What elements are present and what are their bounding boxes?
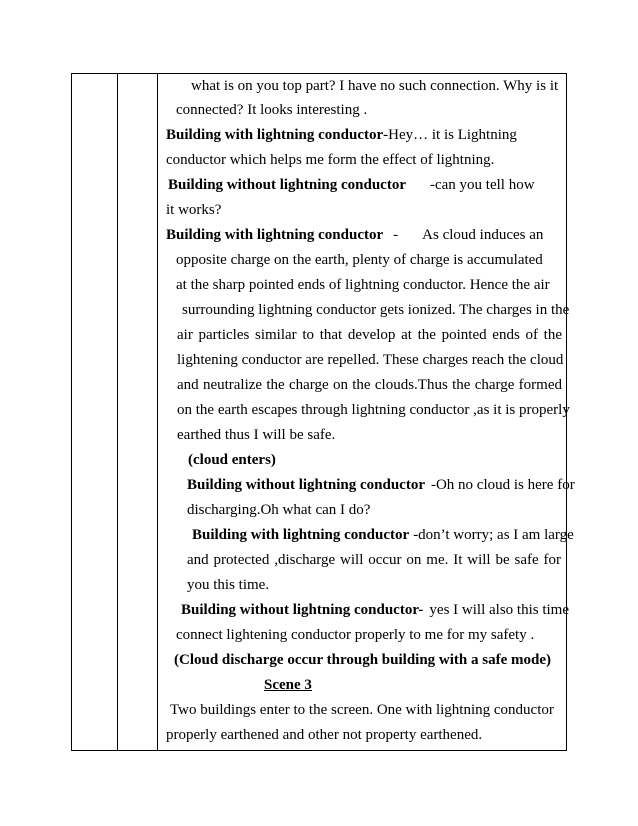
script-line: lightening conductor are repelled. These charges reach the cloud: [177, 352, 564, 368]
dialogue-text: -Oh no cloud is here for: [430, 477, 575, 493]
dialogue-line: [181, 601, 569, 619]
script-line: what is on you top part? I have no such connection. Why is it: [191, 78, 559, 94]
speaker-name: Building with lightning conductor: [192, 527, 410, 543]
script-line-justified: [177, 326, 562, 344]
speaker-name: Building with lightning conductor: [166, 127, 384, 143]
stage-direction: (Cloud discharge occur through building with a safe mode): [174, 652, 551, 668]
dialogue-text: yes I will also this time: [429, 602, 569, 618]
script-line: you this time.: [187, 577, 270, 593]
script-line: opposite charge on the earth, plenty of charge is accumulated: [176, 252, 543, 268]
script-line: and neutralize the charge on the clouds.Thus the charge formed: [177, 377, 562, 393]
script-line: discharging.Oh what can I do?: [187, 502, 371, 518]
dialogue-text: -don’t worry; as I am large: [413, 527, 574, 543]
speaker-name: Building with lightning conductor: [166, 227, 384, 243]
speaker-name: Building without lightning conductor-: [181, 602, 424, 618]
script-line: earthed thus I will be safe.: [177, 427, 336, 443]
dialogue-line: [168, 176, 535, 194]
script-line: connected? It looks interesting .: [176, 102, 368, 118]
script-line: on the earth escapes through lightning conductor ,as it is properly: [177, 402, 570, 418]
script-line: surrounding lightning conductor gets ionized. The charges in the: [182, 302, 570, 318]
dialogue-dash: -: [393, 227, 399, 243]
script-line: connect lightening conductor properly to me for my safety .: [176, 627, 535, 643]
dialogue-text: As cloud induces an: [422, 227, 544, 243]
dialogue-line: [166, 126, 517, 144]
dialogue-line: [187, 476, 575, 494]
script-line: at the sharp pointed ends of lightning conductor. Hence the air: [176, 277, 550, 293]
stage-direction: (cloud enters): [188, 452, 276, 468]
scene-heading: Scene 3: [264, 677, 312, 693]
script-line: conductor which helps me form the effect of lightning.: [166, 152, 495, 168]
dialogue-text: -can you tell how: [429, 177, 535, 193]
script-line: it works?: [166, 202, 222, 218]
script-line: Two buildings enter to the screen. One with lightning conductor: [170, 702, 554, 718]
dialogue-line: [192, 526, 574, 544]
script-line: and protected ,discharge will occur on me. It will be safe for: [187, 552, 561, 568]
speaker-name: Building without lightning conductor: [187, 477, 425, 493]
justified-text: air particles similar to that develop at the pointed ends of the: [177, 327, 562, 343]
column-divider-1: [117, 73, 118, 750]
dialogue-text: -Hey… it is Lightning: [383, 127, 517, 143]
column-divider-2: [157, 73, 158, 750]
dialogue-line: [166, 226, 543, 244]
script-line: properly earthened and other not property earthened.: [166, 727, 483, 743]
speaker-name: Building without lightning conductor: [168, 177, 406, 193]
